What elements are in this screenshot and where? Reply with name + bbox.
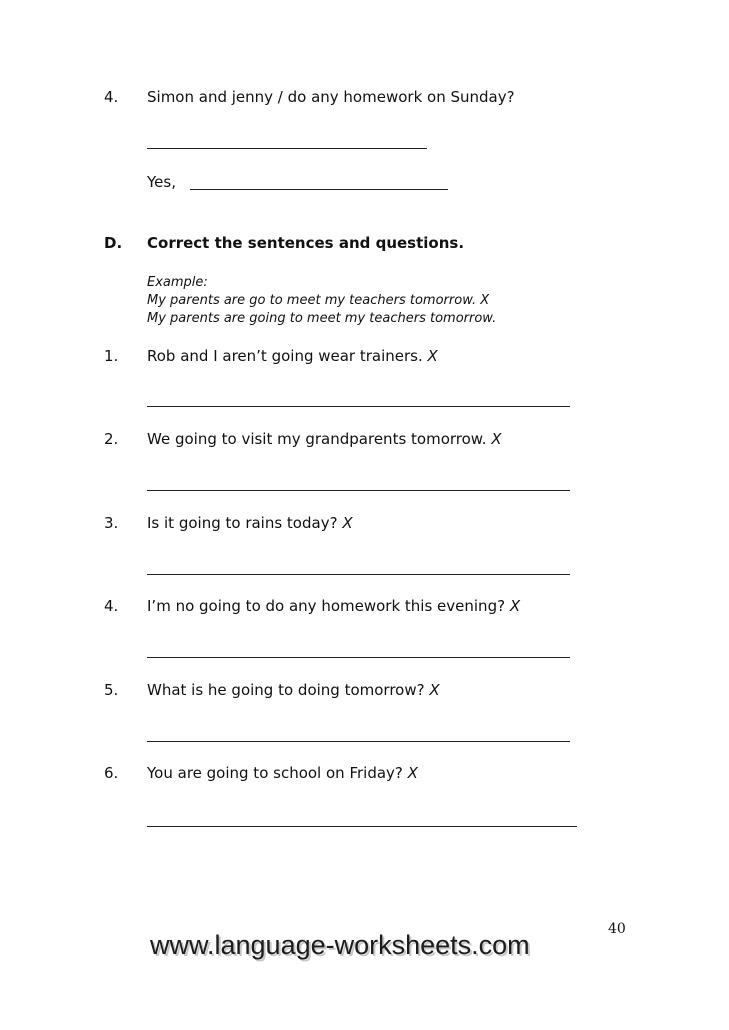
example-label: Example: bbox=[147, 275, 208, 290]
item-number: 1. bbox=[104, 347, 119, 365]
example-right: My parents are going to meet my teachers tomorrow. bbox=[147, 311, 497, 326]
item-number: 3. bbox=[104, 514, 119, 532]
item-number: 5. bbox=[104, 681, 119, 699]
wrong-mark: X bbox=[509, 597, 521, 615]
example-wrong: My parents are go to meet my teachers tomorrow. X bbox=[147, 293, 490, 308]
answer-line[interactable] bbox=[147, 490, 570, 491]
section-letter: D. bbox=[104, 234, 123, 252]
answer-line[interactable] bbox=[147, 657, 570, 658]
question-text: Simon and jenny / do any homework on Sunday? bbox=[147, 88, 515, 106]
wrong-mark: X bbox=[427, 347, 438, 365]
answer-line[interactable] bbox=[147, 826, 577, 827]
sentence-text: Rob and I aren’t going wear trainers. X bbox=[147, 347, 438, 365]
wrong-mark: X bbox=[342, 514, 353, 532]
answer-line[interactable] bbox=[147, 741, 570, 742]
wrong-mark: X bbox=[491, 430, 502, 448]
section-heading: Correct the sentences and questions. bbox=[147, 234, 465, 252]
answer-line[interactable] bbox=[147, 406, 570, 407]
sentence-text: I’m no going to do any homework this evening? X bbox=[147, 597, 521, 615]
footer-website[interactable]: www.language-worksheets.com bbox=[150, 930, 530, 960]
sentence-text: Is it going to rains today? X bbox=[147, 514, 353, 532]
answer-line[interactable] bbox=[190, 189, 448, 190]
item-number: 2. bbox=[104, 430, 119, 448]
answer-line[interactable] bbox=[147, 574, 570, 575]
wrong-mark: X bbox=[429, 681, 440, 699]
item-number: 4. bbox=[104, 597, 119, 615]
answer-line[interactable] bbox=[147, 148, 427, 149]
sentence-text: What is he going to doing tomorrow? X bbox=[147, 681, 440, 699]
item-number: 4. bbox=[104, 88, 119, 106]
page-number: 40 bbox=[608, 921, 626, 937]
wrong-mark: X bbox=[407, 764, 418, 782]
sentence-text: You are going to school on Friday? X bbox=[147, 764, 418, 782]
answer-prefix: Yes, bbox=[147, 173, 176, 191]
item-number: 6. bbox=[104, 764, 119, 782]
sentence-text: We going to visit my grandparents tomorrow. X bbox=[147, 430, 502, 448]
